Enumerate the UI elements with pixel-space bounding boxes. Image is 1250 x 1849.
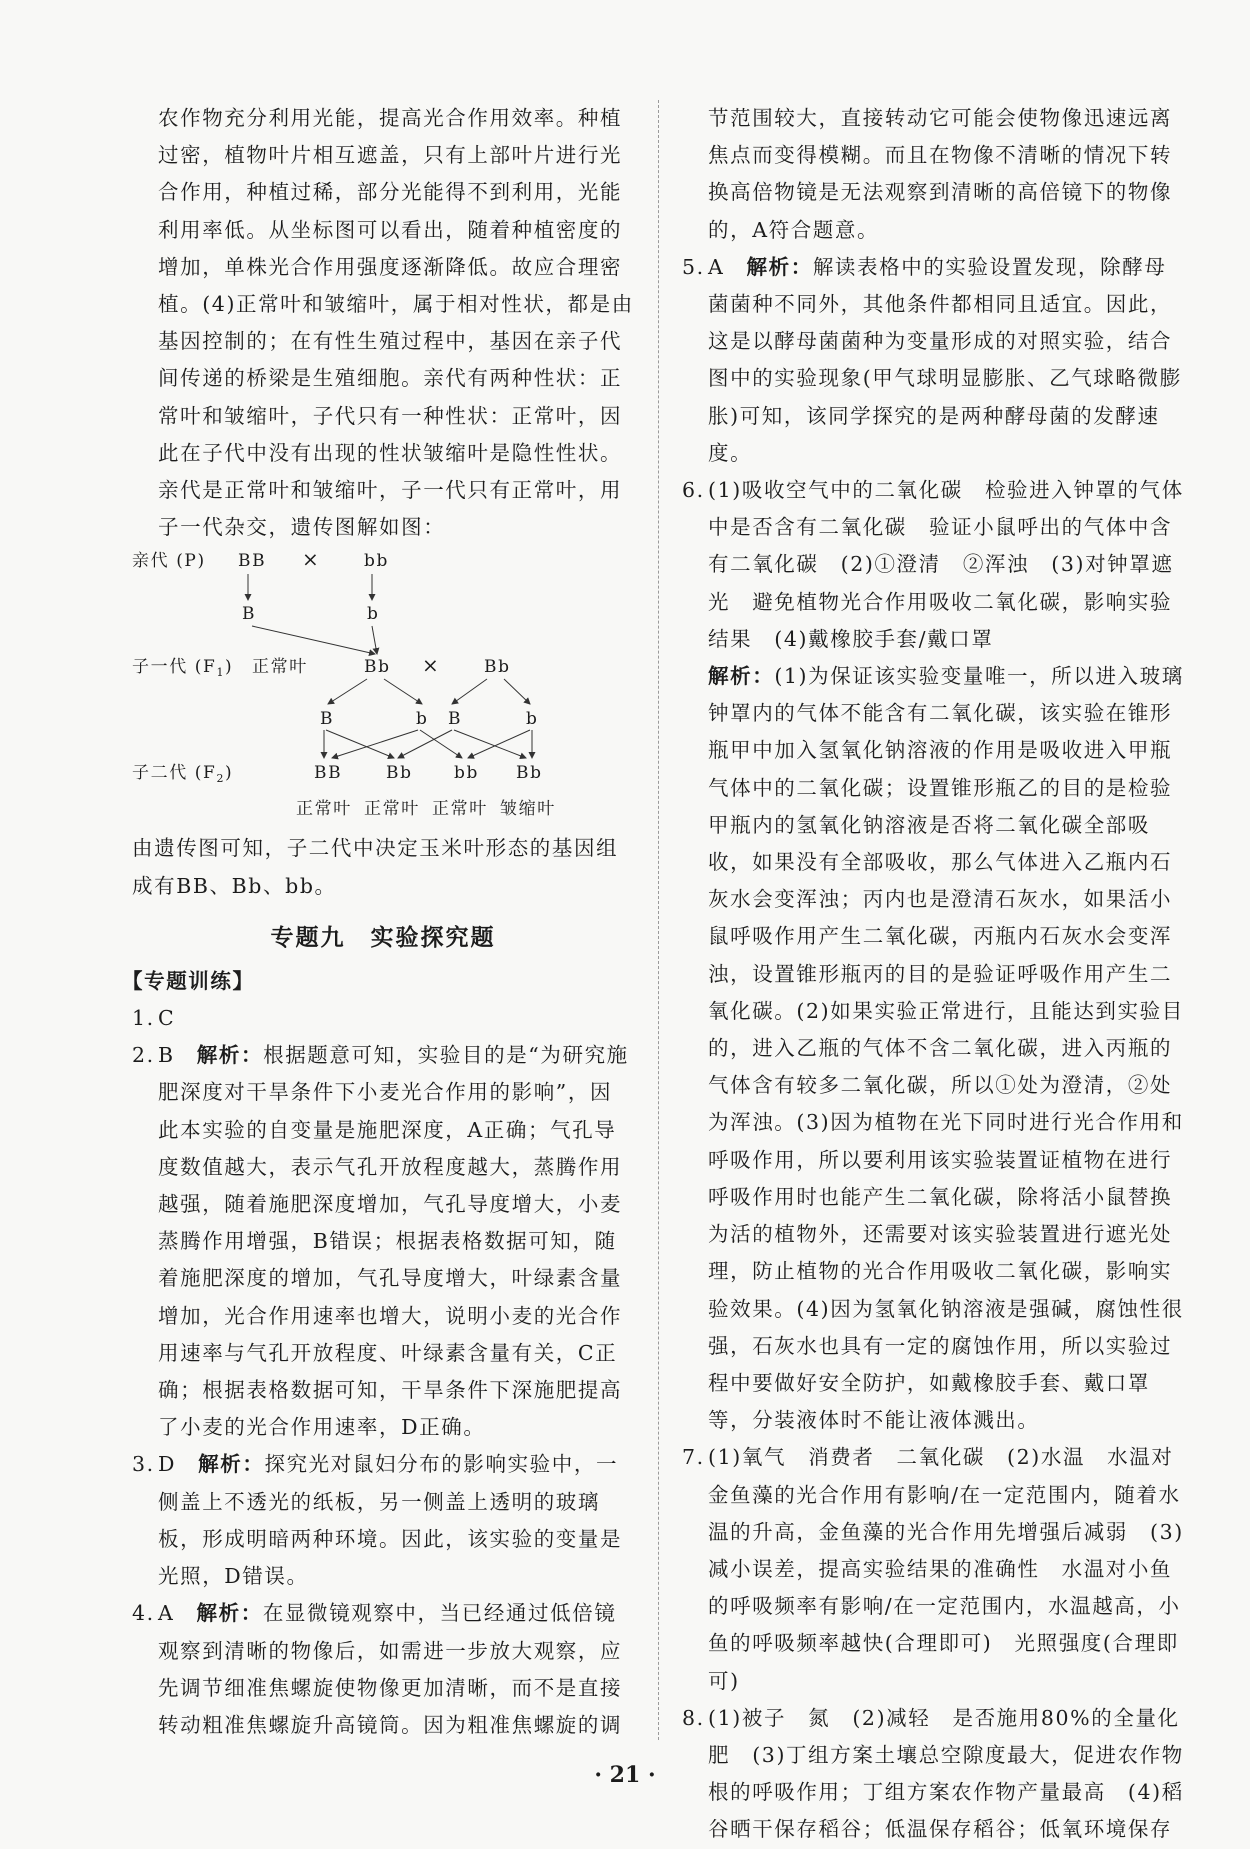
- q6-answer: (1)吸收空气中的二氧化碳 检验进入钟罩的气体中是否含有二氧化碳 验证小鼠呼出的气体中含有二氧化碳 (2)①澄清 ②浑浊 (3)对钟罩遮光 避免植物光合作用吸收二氧化碳，影响实验结果 (4)戴橡胶手套/戴口罩: [708, 478, 1184, 651]
- q4-analysis: 在显微镜观察中，当已经通过低倍镜观察到清晰的物像后，如需进一步放大观察，应先调节细准焦螺旋使物像更加清晰，而不是直接转动粗准焦螺旋升高镜筒。因为粗准焦螺旋的调: [158, 1601, 623, 1737]
- q4-analysis-label: 解析：: [196, 1601, 263, 1626]
- right-column: [682, 100, 1187, 1849]
- row-label-f1: 子一代 $(F_1)$: [132, 657, 234, 680]
- question-5: [682, 249, 1187, 472]
- question-4: [132, 1595, 634, 1744]
- f1-gamete-3: B: [448, 709, 463, 730]
- f2-cross-lines: [324, 730, 532, 758]
- training-label: 【专题训练】: [122, 968, 255, 993]
- question-1: [132, 1000, 634, 1037]
- column-divider: [658, 100, 659, 1740]
- arrow-gamete-2-f1: [372, 626, 377, 654]
- q8-answer: (1)被子 氮 (2)减轻 是否施用80%的全量化肥 (3)丁组方案土壤总空隙度最大，促进农作物根的呼吸作用；丁组方案农作物产量最高 (4)稻谷晒干保存稻谷；低温保存稻谷；低氧环境保存: [708, 1705, 1184, 1842]
- q4-continuation: 节范围较大，直接转动它可能会使物像迅速远离焦点而变得模糊。而且在物像不清晰的情况下转换高倍物镜是无法观察到清晰的高倍镜下的物像的，A符合题意。: [708, 106, 1173, 242]
- page-number: · 21 ·: [594, 1762, 656, 1788]
- f1-genotype-b: Bb: [484, 657, 511, 678]
- q8-number: 8.: [682, 1705, 705, 1730]
- q3-analysis-label: 解析：: [198, 1452, 265, 1477]
- row-label-f2: 子二代 $(F_2)$: [132, 763, 234, 786]
- parent-genotype-2: bb: [364, 551, 389, 572]
- q1-answer: C: [158, 1006, 176, 1031]
- cross-symbol-p: ×: [302, 547, 321, 572]
- genetic-cross-diagram: [132, 546, 634, 822]
- gamete-p1: B: [242, 604, 257, 625]
- f1-gamete-4: b: [526, 709, 539, 730]
- f2-phenotype-3: 正常叶: [432, 799, 488, 820]
- question-3: [132, 1446, 634, 1595]
- arrow-f1a-gamete-b: [384, 679, 422, 704]
- arrow-f1b-gamete-b: [504, 679, 530, 704]
- q5-answer: A: [708, 254, 725, 279]
- intro-paragraph: 农作物充分利用光能，提高光合作用效率。种植过密，植物叶片相互遮盖，只有上部叶片进行光合作用，种植过稀，部分光能得不到利用，光能利用率低。从坐标图可以看出，随着种植密度的增加，单株光合作用强度逐渐降低。故应合理密植。(4)正常叶和皱缩叶，属于相对性状，都是由基因控制的；在有性生殖过程中，基因在亲子代间传递的桥梁是生殖细胞。亲代有两种性状：正常叶和皱缩叶，子代只有一种性状：正常叶，因此在子代中没有出现的性状皱缩叶是隐性性状。亲代是正常叶和皱缩叶，子一代只有正常叶，用子一代杂交，遗传图解如图：: [158, 106, 634, 540]
- q5-number: 5.: [682, 254, 705, 279]
- q2-analysis-label: 解析：: [196, 1043, 264, 1068]
- f1-gamete-1: B: [320, 709, 335, 730]
- cross-symbol-f1: ×: [422, 653, 441, 678]
- q2-analysis: 根据题意可知，实验目的是“为研究施肥深度对干旱条件下小麦光合作用的影响”，因此本实验的自变量是施肥深度，A正确；气孔导度数值越大，表示气孔开放程度越大，蒸腾作用越强，随着施肥深度增加，气孔导度增大，小麦蒸腾作用增强，B错误；根据表格数据可知，随着施肥深度的增加，气孔导度增大，叶绿素含量增加，光合作用速率也增大，说明小麦的光合作用速率与气孔开放程度、叶绿素含量有关，C正确；根据表格数据可知，干旱条件下深施肥提高了小麦的光合作用速率，D正确。: [158, 1043, 629, 1440]
- q2-answer: B: [158, 1043, 175, 1068]
- q4-number: 4.: [132, 1601, 155, 1626]
- left-column: [122, 100, 634, 1744]
- arrow-gamete-1-f1: [252, 626, 375, 654]
- f2-genotype-3: bb: [454, 763, 479, 784]
- q6-analysis-block: [682, 658, 1187, 1439]
- q7-number: 7.: [682, 1445, 705, 1470]
- q5-analysis: 解读表格中的实验设置发现，除酵母菌菌种不同外，其他条件都相同且适宜。因此，这是以酵母菌菌种为变量形成的对照实验，结合图中的实验现象(甲气球明显膨胀、乙气球略微膨胀)可知，该同学探究的是两种酵母菌的发酵速度。: [708, 254, 1182, 465]
- section-title: 专题九 实验探究题: [270, 923, 496, 951]
- after-diagram-text: 由遗传图可知，子二代中决定玉米叶形态的基因组成有BB、Bb、bb。: [132, 836, 619, 898]
- f2-genotype-2: Bb: [386, 763, 413, 784]
- f1-phenotype: 正常叶: [252, 657, 308, 678]
- genetic-cross-svg: [132, 546, 634, 822]
- f1-gamete-2: b: [416, 709, 429, 730]
- f2-phenotype-4: 皱缩叶: [500, 799, 556, 820]
- q3-answer: D: [158, 1452, 177, 1477]
- q4-answer: A: [158, 1601, 175, 1626]
- gamete-p2: b: [367, 604, 380, 625]
- f2-phenotype-2: 正常叶: [364, 799, 420, 820]
- f2-phenotype-1: 正常叶: [296, 799, 352, 820]
- f2-genotype-1: BB: [314, 763, 343, 784]
- q3-analysis: 探究光对鼠妇分布的影响实验中，一侧盖上不透光的纸板，另一侧盖上透明的玻璃板，形成明暗两种环境。因此，该实验的变量是光照，D错误。: [158, 1452, 623, 1589]
- question-7: [682, 1439, 1187, 1699]
- q6-number: 6.: [682, 478, 705, 503]
- row-label-p: 亲代 (P): [132, 551, 206, 572]
- question-6: [682, 472, 1187, 658]
- q7-answer: (1)氧气 消费者 二氧化碳 (2)水温 水温对金鱼藻的光合作用有影响/在一定范围内，随着水温的升高，金鱼藻的光合作用先增强后减弱 (3)减小误差，提高实验结果的准确性 水温对小鱼的呼吸频率有影响/在一定范围内，水温越高，小鱼的呼吸频率越快(合理即可) 光照强度(合理即可): [708, 1445, 1184, 1693]
- arrow-f1a-gamete-B: [328, 679, 367, 704]
- f2-genotype-4: Bb: [516, 763, 543, 784]
- q2-number: 2.: [132, 1043, 155, 1068]
- parent-genotype-1: BB: [238, 551, 267, 572]
- arrow-f1b-gamete-B: [452, 679, 487, 704]
- q6-analysis: (1)为保证该实验变量唯一，所以进入玻璃钟罩内的气体不能含有二氧化碳，该实验在锥形瓶甲中加入氢氧化钠溶液的作用是吸收进入甲瓶气体中的二氧化碳；设置锥形瓶乙的目的是检验甲瓶内的氢氧化钠溶液是否将二氧化碳全部吸收，如果没有全部吸收，那么气体进入乙瓶内石灰水会变浑浊；丙内也是澄清石灰水，如果活小鼠呼吸作用产生二氧化碳，丙瓶内石灰水会变浑浊，设置锥形瓶丙的目的是验证呼吸作用产生二氧化碳。(2)如果实验正常进行，且能达到实验目的，进入乙瓶的气体不含二氧化碳，进入丙瓶的气体含有较多二氧化碳，所以①处为澄清，②处为浑浊。(3)因为植物在光下同时进行光合作用和呼吸作用，所以要利用该实验装置证植物在进行呼吸作用时也能产生二氧化碳，除将活小鼠替换为活的植物外，还需要对该实验装置进行遮光处理，防止植物的光合作用吸收二氧化碳，影响实验效果。(4)因为氢氧化钠溶液是强碱，腐蚀性很强，石灰水也具有一定的腐蚀作用，所以实验过程中要做好安全防护，如戴橡胶手套、戴口罩等，分装液体时不能让液体溅出。: [708, 664, 1184, 1433]
- q3-number: 3.: [132, 1452, 155, 1477]
- f1-genotype-a: Bb: [364, 657, 391, 678]
- q1-number: 1.: [132, 1006, 155, 1031]
- q5-analysis-label: 解析：: [746, 254, 813, 279]
- q6-analysis-label: 解析：: [708, 664, 775, 689]
- question-2: [132, 1037, 634, 1446]
